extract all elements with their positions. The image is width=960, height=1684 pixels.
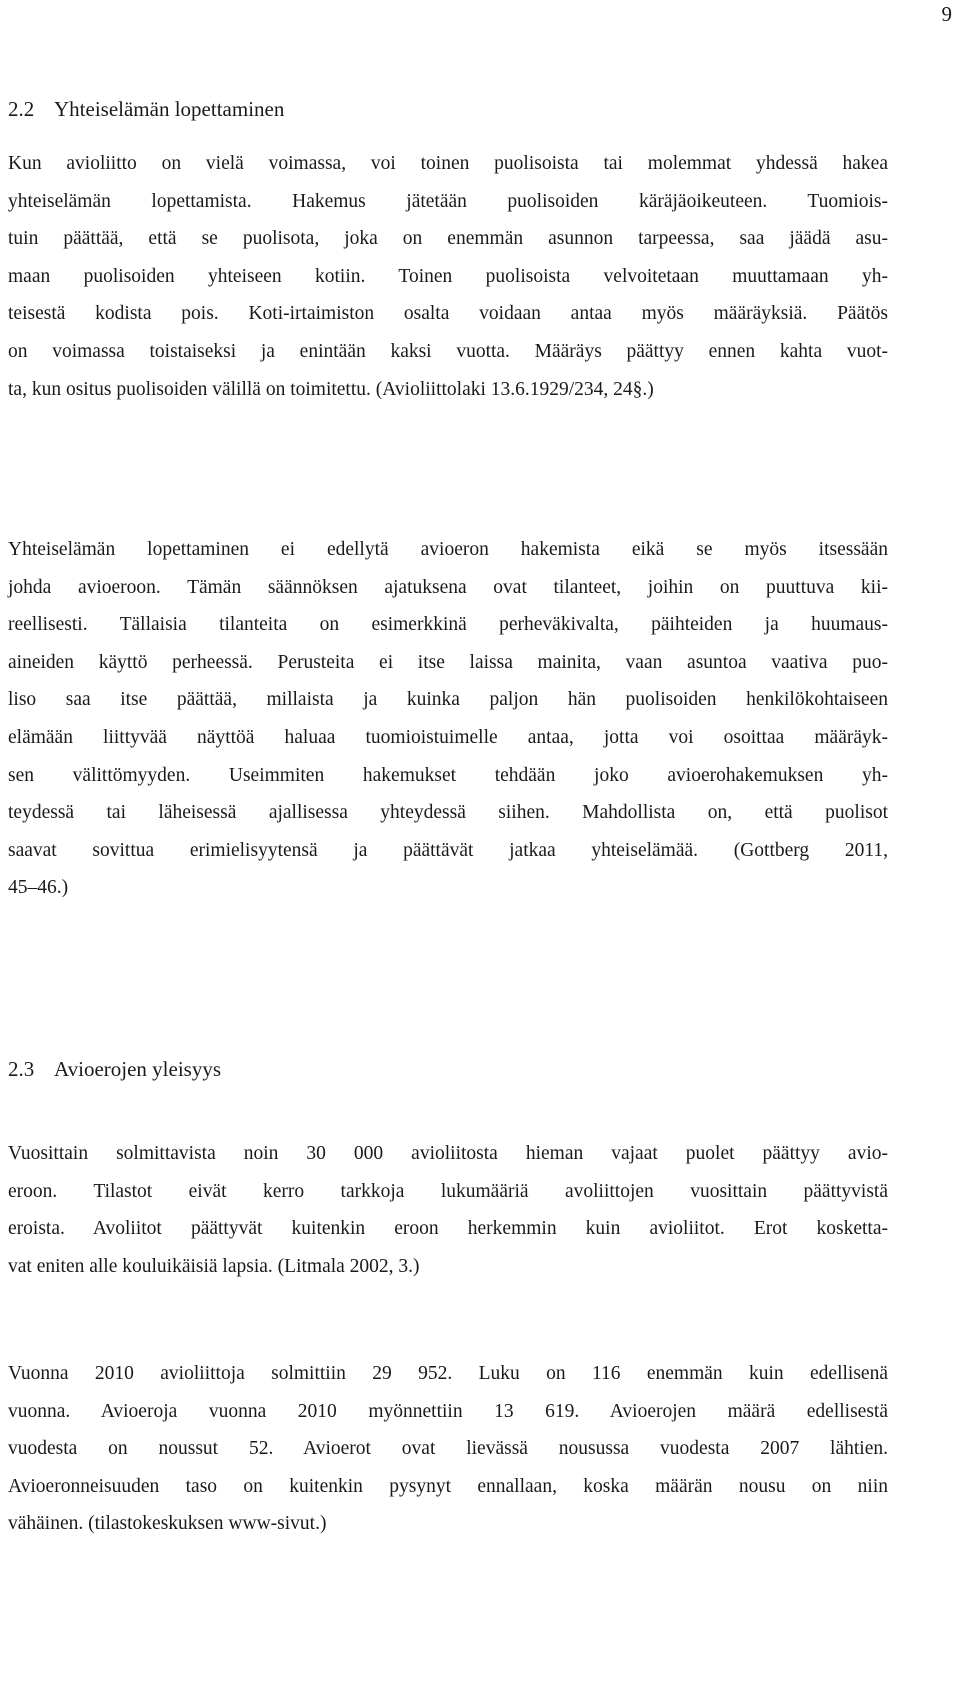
section-title: Avioerojen yleisyys [54, 1057, 221, 1081]
text-line: yhteiselämän lopettamista. Hakemus jätetään puolisoiden käräjäoikeuteen. Tuomiois- [8, 190, 888, 212]
text-line: teydessä tai läheisessä ajallisessa yhteydessä siihen. Mahdollista on, että puolisot [8, 802, 888, 824]
paragraph-2-2-1 [8, 145, 888, 408]
section-heading-2-2 [8, 97, 284, 121]
text-line: Kun avioliitto on vielä voimassa, voi toinen puolisoista tai molemmat yhdessä hakea [8, 153, 888, 174]
text-line: elämään liittyvää näyttöä haluaa tuomioistuimelle antaa, jotta voi osoittaa määräyk- [8, 726, 888, 748]
text-line: Yhteiselämän lopettaminen ei edellytä avioeron hakemista eikä se myös itsessään [8, 539, 888, 560]
text-line: teisestä kodista pois. Koti-irtaimiston osalta voidaan antaa myös määräyksiä. Päätös [8, 303, 888, 325]
section-number: 2.2 [8, 97, 35, 121]
text-line: sen välittömyyden. Useimmiten hakemukset tehdään joko avioerohakemuksen yh- [8, 764, 888, 786]
paragraph-2-2-2 [8, 531, 888, 907]
text-line: 45–46.) [8, 877, 69, 899]
text-line: eroon. Tilastot eivät kerro tarkkoja lukumääriä avoliittojen vuosittain päättyvistä [8, 1180, 888, 1202]
section-heading-2-3 [8, 1057, 221, 1081]
text-line: saavat sovittua erimielisyytensä ja päättävät jatkaa yhteiselämää. (Gottberg 2011, [8, 839, 888, 861]
text-line: vat eniten alle kouluikäisiä lapsia. (Litmala 2002, 3.) [8, 1255, 420, 1277]
text-line: vähäinen. (tilastokeskuksen www-sivut.) [8, 1513, 327, 1535]
text-line: Avioeronneisuuden taso on kuitenkin pysynyt ennallaan, koska määrän nousu on niin [8, 1475, 888, 1497]
paragraph-2-3-1 [8, 1135, 888, 1285]
text-line: ta, kun ositus puolisoiden välillä on toimitettu. (Avioliittolaki 13.6.1929/234, 24§.) [8, 378, 654, 400]
paragraph-2-3-2 [8, 1355, 888, 1543]
section-number: 2.3 [8, 1057, 35, 1081]
text-line: Vuonna 2010 avioliittoja solmittiin 29 952. Luku on 116 enemmän kuin edellisenä [8, 1363, 888, 1384]
text-line: eroista. Avoliitot päättyvät kuitenkin eroon herkemmin kuin avioliitot. Erot kosketta- [8, 1218, 888, 1240]
text-line: johda avioeroon. Tämän säännöksen ajatuksena ovat tilanteet, joihin on puuttuva kii- [8, 576, 888, 598]
section-title: Yhteiselämän lopettaminen [54, 97, 285, 121]
text-line: reellisesti. Tällaisia tilanteita on esimerkkinä perheväkivalta, päihteiden ja huumaus- [8, 614, 888, 636]
text-line: aineiden käyttö perheessä. Perusteita ei itse laissa mainita, vaan asuntoa vaativa puo- [8, 651, 888, 673]
text-line: vuodesta on noussut 52. Avioerot ovat lievässä nousussa vuodesta 2007 lähtien. [8, 1438, 888, 1460]
text-line: Vuosittain solmittavista noin 30 000 avioliitosta hieman vajaat puolet päättyy avio- [8, 1143, 888, 1164]
text-line: maan puolisoiden yhteiseen kotiin. Toinen puolisoista velvoitetaan muuttamaan yh- [8, 265, 888, 287]
text-line: vuonna. Avioeroja vuonna 2010 myönnettiin 13 619. Avioerojen määrä edellisestä [8, 1400, 888, 1422]
text-line: tuin päättää, että se puolisota, joka on enemmän asunnon tarpeessa, saa jäädä asu- [8, 228, 888, 250]
text-line: on voimassa toistaiseksi ja enintään kaksi vuotta. Määräys päättyy ennen kahta vuot- [8, 340, 888, 362]
text-line: liso saa itse päättää, millaista ja kuinka paljon hän puolisoiden henkilökohtaiseen [8, 689, 888, 711]
page-number: 9 [941, 2, 952, 26]
